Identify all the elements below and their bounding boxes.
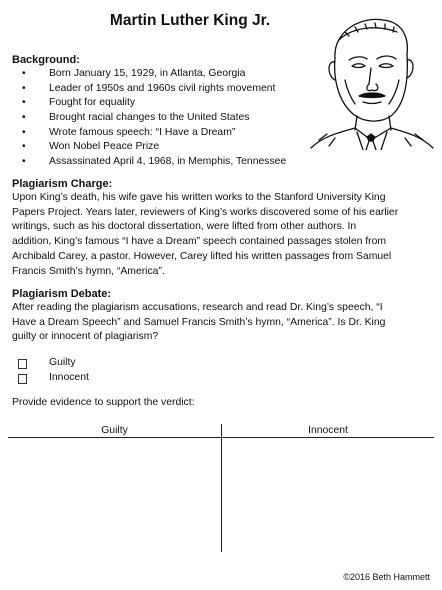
evidence-prompt: Provide evidence to support the verdict: (12, 397, 195, 408)
bullet-icon: • (22, 112, 26, 124)
bullet-icon: • (22, 82, 26, 94)
mlk-portrait-image (305, 10, 435, 150)
list-item: • Brought racial changes to the United States (12, 111, 286, 126)
list-item: • Assassinated April 4, 1968, in Memphis, Tennessee (12, 155, 286, 170)
page-title: Martin Luther King Jr. (109, 12, 271, 29)
bullet-icon: • (22, 141, 26, 153)
copyright-notice: ©2016 Beth Hammett (343, 572, 430, 582)
list-item: • Born January 15, 1929, in Atlanta, Georgia (12, 67, 286, 82)
guilty-column-header: Guilty (101, 425, 128, 436)
debate-paragraph: After reading the plagiarism accusations, research and read Dr. King’s speech, “I Have a Dream Speech” and Samuel Francis Smith’s hymn, “America”. Is Dr. King guilty or innocent of plagiarism? (12, 302, 386, 343)
bullet-icon: • (22, 126, 26, 138)
table-vertical-divider (221, 424, 222, 552)
list-item: • Leader of 1950s and 1960s civil rights movement (12, 82, 286, 97)
list-item: • Wrote famous speech: “I Have a Dream” (12, 126, 286, 141)
background-heading: Background: (12, 54, 80, 66)
list-item: • Fought for equality (12, 96, 286, 111)
charge-heading: Plagiarism Charge: (12, 178, 113, 190)
bullet-icon: • (22, 156, 26, 168)
list-item: • Won Nobel Peace Prize (12, 140, 286, 155)
checkbox-icon[interactable] (18, 359, 27, 369)
background-list (12, 67, 286, 170)
bullet-icon: • (22, 97, 26, 109)
charge-paragraph: Upon King’s death, his wife gave his written works to the Stanford University King Papers Project. Years later, reviewers of King’s works discovered some of his earlier writings, such as his doctoral dissertation, were lifted from other authors. In addition, King’s famous “I have a Dream” speech contained passages stolen from Archibald Carey, a pastor. However, Carey lifted his written passages from Samuel Francis Smith’s hymn, “America”. (12, 192, 399, 277)
innocent-column-header: Innocent (308, 425, 348, 436)
checkbox-icon[interactable] (18, 374, 27, 384)
debate-heading: Plagiarism Debate: (12, 288, 112, 300)
bullet-icon: • (22, 68, 26, 79)
